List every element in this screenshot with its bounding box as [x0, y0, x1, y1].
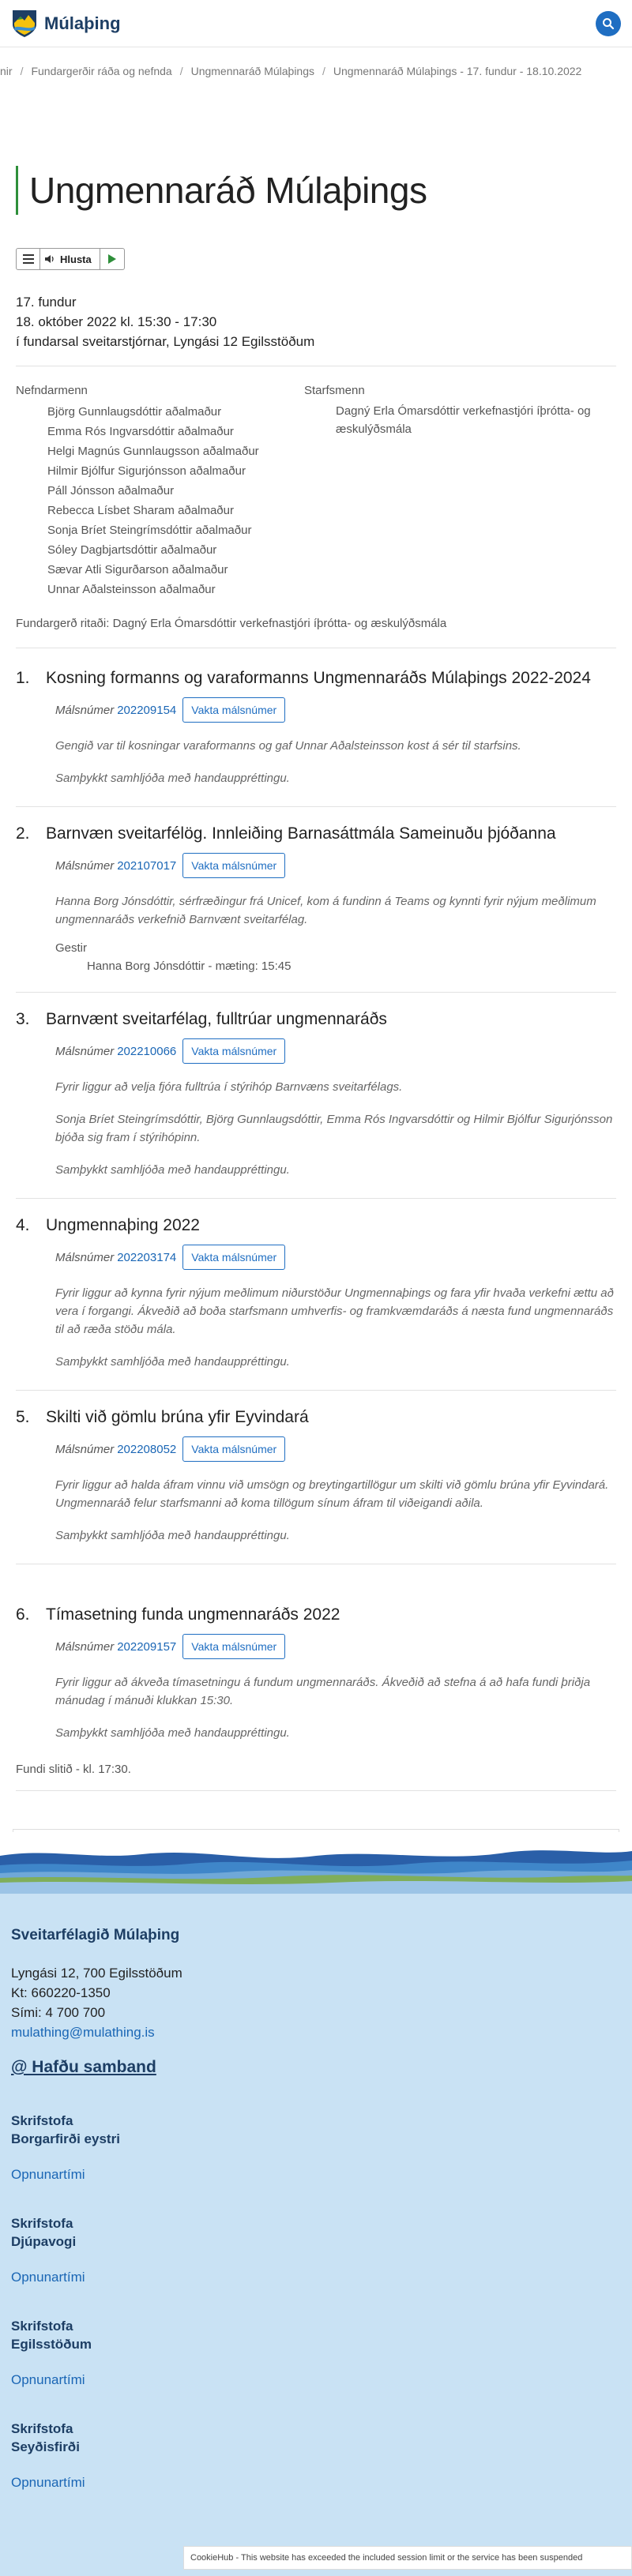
- page-title: Ungmennaráð Múlaþings: [29, 170, 427, 211]
- item-number: 3.: [16, 1010, 30, 1028]
- meeting-place: í fundarsal sveitarstjórnar, Lyngási 12 Egilsstöðum: [16, 334, 315, 349]
- agenda-item: [16, 823, 616, 973]
- crest-icon: [11, 9, 38, 39]
- member: Emma Rós Ingvarsdóttir aðalmaður: [47, 425, 234, 438]
- item-number: 5.: [16, 1408, 30, 1426]
- item-description: Sonja Bríet Steingrímsdóttir, Björg Gunnlaugsdóttir, Emma Rós Ingvarsdóttir og Hilmir Bjólfur Sigurjónsson bjóða sig fram í stýrihópinn.: [55, 1113, 613, 1144]
- opening-hours-link[interactable]: Opnunartími: [11, 2475, 85, 2490]
- divider: [16, 1198, 616, 1199]
- item-number: 2.: [16, 824, 30, 843]
- agenda-item: [16, 1604, 616, 1742]
- item-title: Kosning formanns og varaformanns Ungmennaráðs Múlaþings 2022-2024: [46, 669, 591, 687]
- watch-case-button[interactable]: Vakta málsnúmer: [182, 1245, 285, 1270]
- office-location: Seyðisfirði: [11, 2439, 80, 2454]
- breadcrumb-current: Ungmennaráð Múlaþings - 17. fundur - 18.10.2022: [333, 65, 582, 77]
- member: Sonja Bríet Steingrímsdóttir aðalmaður: [47, 524, 252, 537]
- item-description: Samþykkt samhljóða með handauppréttingu.: [55, 1529, 290, 1542]
- cookiehub-notice: CookieHub - This website has exceeded the included session limit or the service has been suspended: [183, 2546, 632, 2570]
- agenda-item: [16, 1008, 616, 1179]
- footer-content: [11, 1927, 611, 2491]
- logo-text: Múlaþing: [44, 13, 121, 33]
- item-description: Samþykkt samhljóða með handauppréttingu.: [55, 1726, 290, 1740]
- divider: [16, 1390, 616, 1391]
- meeting-closing: Fundi slitið - kl. 17:30.: [16, 1763, 131, 1776]
- breadcrumb-item[interactable]: nir: [0, 65, 13, 77]
- watch-case-button[interactable]: Vakta málsnúmer: [182, 1436, 285, 1462]
- opening-hours-link[interactable]: Opnunartími: [11, 2372, 85, 2387]
- opening-hours-link[interactable]: Opnunartími: [11, 2270, 85, 2285]
- divider: [16, 1790, 616, 1791]
- item-description: Fyrir liggur að ákveða tímasetningu á fundum ungmennaráðs. Ákveðið að stefna á að hafa fundi þriðja mánudag í mánuði klukkan 15:30.: [55, 1676, 591, 1707]
- listen-menu-button[interactable]: [17, 249, 40, 269]
- member: Björg Gunnlaugsdóttir aðalmaður: [47, 405, 222, 419]
- item-number: 4.: [16, 1216, 30, 1234]
- listen-label: Hlusta: [60, 253, 92, 265]
- staff-member: Dagný Erla Ómarsdóttir verkefnastjóri íþrótta- og æskulýðsmála: [336, 404, 591, 436]
- meeting-info: [16, 292, 632, 351]
- breadcrumb: [0, 47, 632, 95]
- office-label: Skrifstofa: [11, 2113, 73, 2128]
- case-label: Málsnúmer: [55, 1044, 115, 1058]
- item-number: 6.: [16, 1605, 30, 1624]
- agenda-items: [0, 667, 632, 1742]
- item-description: Fyrir liggur að kynna fyrir nýjum meðlimum niðurstöður Ungmennaþings og fara yfir hvaða verkefni ættu að vera í forgangi. Ákveðið að boða starfsmann umhverfis- og framkvæmdaráðs á næsta fund ungmennaráðs til að ræða stöðu mála.: [55, 1286, 614, 1336]
- watch-case-button[interactable]: Vakta málsnúmer: [182, 1038, 285, 1064]
- opening-hours-link[interactable]: Opnunartími: [11, 2167, 85, 2182]
- agenda-item: [16, 667, 616, 787]
- case-number-link[interactable]: 202208052: [117, 1442, 177, 1456]
- meeting-date: 18. október 2022 kl. 15:30 - 17:30: [16, 314, 217, 329]
- footer-email-link[interactable]: mulathing@mulathing.is: [11, 2025, 155, 2040]
- item-description: Samþykkt samhljóða með handauppréttingu.: [55, 1355, 290, 1369]
- footer-org-name: Sveitarfélagið Múlaþing: [11, 1927, 180, 1943]
- members-column: [16, 384, 304, 599]
- office: [11, 2317, 611, 2388]
- meeting-number: 17. fundur: [16, 295, 77, 310]
- divider: [16, 992, 616, 993]
- item-number: 1.: [16, 669, 30, 687]
- member: Sævar Atli Sigurðarson aðalmaður: [47, 563, 228, 576]
- members-heading: Nefndarmenn: [16, 384, 88, 397]
- breadcrumb-separator: /: [322, 65, 325, 77]
- item-title: Ungmennaþing 2022: [46, 1216, 200, 1234]
- guests: [55, 941, 616, 973]
- footer-phone: Sími: 4 700 700: [11, 2005, 106, 2020]
- member: Hilmir Bjólfur Sigurjónsson aðalmaður: [47, 464, 246, 478]
- office-label: Skrifstofa: [11, 2421, 73, 2436]
- play-icon: [108, 254, 116, 264]
- office-location: Djúpavogi: [11, 2234, 77, 2249]
- page-title-block: [16, 166, 616, 215]
- staff-heading: Starfsmenn: [304, 384, 365, 397]
- case-label: Málsnúmer: [55, 1639, 115, 1654]
- case-number-link[interactable]: 202209154: [117, 703, 177, 717]
- watch-case-button[interactable]: Vakta málsnúmer: [182, 853, 285, 878]
- listen-play-button[interactable]: [100, 249, 124, 269]
- divider: [16, 806, 616, 807]
- site-logo[interactable]: [11, 9, 121, 39]
- landscape-illustration: [0, 1832, 632, 1911]
- listen-button[interactable]: [40, 249, 100, 269]
- breadcrumb-separator: /: [20, 65, 24, 77]
- recorder: Fundargerð ritaði: Dagný Erla Ómarsdóttir verkefnastjóri íþrótta- og æskulýðsmála: [16, 617, 447, 630]
- breadcrumb-separator: /: [179, 65, 183, 77]
- office: [11, 2420, 611, 2491]
- case-label: Málsnúmer: [55, 703, 115, 717]
- office-label: Skrifstofa: [11, 2319, 73, 2334]
- office-location: Borgarfirði eystri: [11, 2131, 120, 2146]
- office-label: Skrifstofa: [11, 2216, 73, 2231]
- item-description: Hanna Borg Jónsdóttir, sérfræðingur frá Unicef, kom á fundinn á Teams og kynnti fyrir nýjum meðlimum ungmennaráðs verkefnið Barnvænt sveitarfélag.: [55, 895, 596, 926]
- case-label: Málsnúmer: [55, 1442, 115, 1456]
- agenda-item: [16, 1406, 616, 1545]
- case-number-link[interactable]: 202210066: [117, 1044, 177, 1058]
- member: Sóley Dagbjartsdóttir aðalmaður: [47, 543, 217, 557]
- speaker-icon: [45, 254, 56, 264]
- menu-icon: [23, 254, 34, 264]
- breadcrumb-item[interactable]: Fundargerðir ráða og nefnda: [31, 65, 172, 77]
- office: [11, 2112, 611, 2183]
- item-description: Gengið var til kosningar varaformanns og gaf Unnar Aðalsteinsson kost á sér til starfsins.: [55, 739, 521, 753]
- office: [11, 2214, 611, 2285]
- member: Páll Jónsson aðalmaður: [47, 484, 175, 498]
- case-number-link[interactable]: 202203174: [117, 1250, 177, 1264]
- item-description: Fyrir liggur að velja fjóra fulltrúa í stýrihóp Barnvæns sveitarfélags.: [55, 1080, 403, 1094]
- case-label: Málsnúmer: [55, 858, 115, 873]
- contact-link[interactable]: @ Hafðu samband: [11, 2058, 156, 2076]
- item-title: Skilti við gömlu brúna yfir Eyvindará: [46, 1408, 309, 1426]
- attendees: [16, 384, 616, 599]
- item-description: Fyrir liggur að halda áfram vinnu við umsögn og breytingartillögur um skilti við gömlu brúna yfir Eyvindará. Ungmennaráð felur starfsmanni að koma tillögum sínum áfram til viðeigandi aðila.: [55, 1478, 609, 1510]
- search-button[interactable]: [596, 11, 621, 36]
- site-header: [0, 0, 632, 47]
- item-description: Samþykkt samhljóða með handauppréttingu.: [55, 1163, 290, 1177]
- member: Rebecca Lísbet Sharam aðalmaður: [47, 504, 234, 517]
- watch-case-button[interactable]: Vakta málsnúmer: [182, 1634, 285, 1659]
- guest-name: Hanna Borg Jónsdóttir - mæting: 15:45: [87, 959, 292, 973]
- staff-column: [304, 384, 592, 599]
- listen-widget: [16, 248, 125, 270]
- office-location: Egilsstöðum: [11, 2337, 92, 2352]
- case-label: Málsnúmer: [55, 1250, 115, 1264]
- agenda-item: [16, 1215, 616, 1371]
- footer-kt: Kt: 660220-1350: [11, 1985, 111, 2000]
- search-icon: [602, 17, 615, 30]
- member: Unnar Aðalsteinsson aðalmaður: [47, 583, 216, 596]
- item-description: Samþykkt samhljóða með handauppréttingu.: [55, 772, 290, 785]
- item-title: Tímasetning funda ungmennaráðs 2022: [46, 1605, 340, 1624]
- member: Helgi Magnús Gunnlaugsson aðalmaður: [47, 445, 259, 458]
- watch-case-button[interactable]: Vakta málsnúmer: [182, 697, 285, 723]
- case-number-link[interactable]: 202107017: [117, 858, 177, 873]
- item-title: Barnvænt sveitarfélag, fulltrúar ungmennaráðs: [46, 1010, 387, 1028]
- breadcrumb-item[interactable]: Ungmennaráð Múlaþings: [190, 65, 315, 77]
- case-number-link[interactable]: 202209157: [117, 1639, 177, 1654]
- guests-label: Gestir: [55, 941, 88, 955]
- footer-address: Lyngási 12, 700 Egilsstöðum: [11, 1966, 182, 1981]
- item-title: Barnvæn sveitarfélög. Innleiðing Barnasáttmála Sameinuðu þjóðanna: [46, 824, 556, 843]
